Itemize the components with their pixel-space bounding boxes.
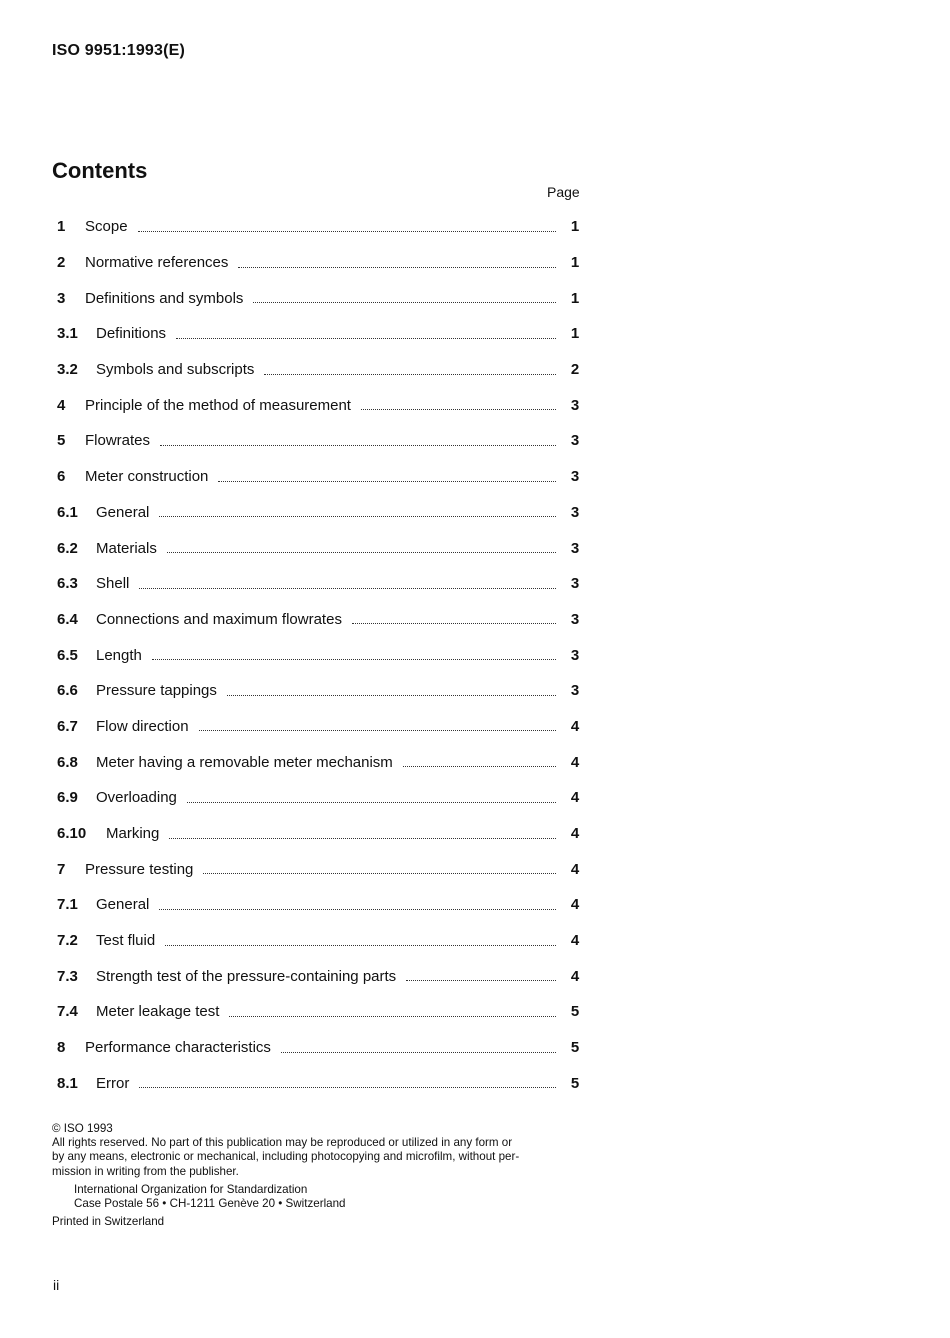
toc-dot-leader [403,765,556,767]
toc-entry-page: 3 [570,503,580,521]
toc-entry-number: 6.1 [57,503,78,521]
toc-entry-number: 7.2 [57,932,78,950]
toc-dot-leader [406,979,556,981]
toc-entry-page: 4 [570,753,580,771]
toc-entry-page: 2 [570,361,580,379]
toc-entry-page: 1 [570,218,580,236]
toc-entry[interactable] [57,602,582,638]
toc-dot-leader [218,480,556,482]
toc-entry[interactable] [57,530,582,566]
toc-entry-page: 4 [570,932,580,950]
toc-entry-page: 1 [570,289,580,307]
toc-dot-leader [169,837,556,839]
toc-entry-title: Principle of the method of measurement [85,396,351,414]
toc-entry-number: 7.1 [57,896,78,914]
toc-entry-title: Strength test of the pressure-containing parts [96,967,397,985]
toc-entry-page: 5 [570,1003,580,1021]
toc-entry-page: 3 [570,682,580,700]
toc-dot-leader [281,1051,556,1053]
toc-entry-number: 1 [57,218,66,236]
toc-entry-title: Pressure tappings [96,682,217,700]
toc-dot-leader [352,622,556,624]
toc-entry-title: Meter construction [85,468,209,486]
organization-name: International Organization for Standardization [74,1182,308,1196]
toc-entry-title: Overloading [96,789,177,807]
toc-dot-leader [152,658,556,660]
toc-entry[interactable] [57,994,582,1030]
toc-dot-leader [203,872,556,874]
toc-entry-number: 4 [57,396,66,414]
toc-entry-title: Definitions and symbols [85,289,244,307]
toc-entry[interactable] [57,709,582,745]
page-column-label: Page [547,184,580,200]
contents-title: Contents [52,158,148,183]
toc-entry-title: General [96,896,150,914]
toc-entry[interactable] [57,209,582,245]
toc-entry[interactable] [57,1030,582,1066]
toc-entry-title: Length [96,646,142,664]
toc-entry-title: Meter leakage test [96,1003,220,1021]
toc-dot-leader [138,230,556,232]
toc-entry-number: 7 [57,860,66,878]
toc-entry-number: 3.1 [57,325,78,343]
toc-entry[interactable] [57,816,582,852]
toc-entry-title: Normative references [85,254,229,272]
toc-entry[interactable] [57,923,582,959]
toc-entry-page: 5 [570,1039,580,1057]
toc-entry[interactable] [57,566,582,602]
toc-entry-number: 6.6 [57,682,78,700]
rights-line-3: mission in writing from the publisher. [52,1164,239,1178]
toc-entry[interactable] [57,495,582,531]
toc-entry-number: 8.1 [57,1074,78,1092]
toc-entry-title: Scope [85,218,128,236]
toc-entry-title: Flow direction [96,717,189,735]
toc-entry-number: 7.3 [57,967,78,985]
toc-entry-title: Connections and maximum flowrates [96,610,342,628]
toc-entry-number: 6.9 [57,789,78,807]
toc-entry[interactable] [57,744,582,780]
table-of-contents [57,209,582,1101]
toc-entry[interactable] [57,280,582,316]
toc-entry-page: 3 [570,396,580,414]
toc-entry-title: Materials [96,539,157,557]
toc-entry[interactable] [57,387,582,423]
toc-entry-title: Flowrates [85,432,151,450]
toc-entry[interactable] [57,1066,582,1102]
toc-dot-leader [159,908,556,910]
document-header: ISO 9951:1993(E) [52,42,186,59]
toc-entry[interactable] [57,887,582,923]
toc-entry-page: 4 [570,896,580,914]
toc-dot-leader [238,266,556,268]
toc-entry-title: Error [96,1074,130,1092]
toc-entry[interactable] [57,423,582,459]
toc-dot-leader [264,373,556,375]
toc-entry[interactable] [57,851,582,887]
toc-entry-title: Symbols and subscripts [96,361,255,379]
toc-entry[interactable] [57,459,582,495]
toc-entry-title: Definitions [96,325,167,343]
toc-entry-page: 3 [570,432,580,450]
toc-dot-leader [167,551,556,553]
toc-dot-leader [227,694,556,696]
toc-entry-title: Pressure testing [85,860,194,878]
toc-entry-number: 6.10 [57,825,87,843]
toc-entry[interactable] [57,245,582,281]
toc-entry-page: 3 [570,468,580,486]
toc-dot-leader [160,444,556,446]
toc-entry-page: 1 [570,325,580,343]
toc-entry-title: Performance characteristics [85,1039,271,1057]
toc-entry-page: 5 [570,1074,580,1092]
toc-entry[interactable] [57,316,582,352]
toc-dot-leader [139,1086,556,1088]
toc-entry-number: 5 [57,432,66,450]
toc-entry-title: Shell [96,575,130,593]
toc-dot-leader [229,1015,556,1017]
toc-entry[interactable] [57,780,582,816]
toc-entry-title: Marking [106,825,160,843]
toc-entry-title: Test fluid [96,932,156,950]
toc-entry-number: 7.4 [57,1003,78,1021]
toc-dot-leader [199,729,556,731]
toc-entry[interactable] [57,352,582,388]
rights-line-2: by any means, electronic or mechanical, including photocopying and microfilm, without per- [52,1150,520,1164]
toc-entry-page: 3 [570,575,580,593]
printed-in: Printed in Switzerland [52,1215,165,1229]
toc-dot-leader [176,337,556,339]
rights-line-1: All rights reserved. No part of this publication may be reproduced or utilized in any form or [52,1136,513,1150]
toc-entry-number: 6 [57,468,66,486]
toc-entry-number: 6.8 [57,753,78,771]
toc-entry-page: 3 [570,610,580,628]
toc-entry-page: 4 [570,860,580,878]
toc-entry-number: 6.2 [57,539,78,557]
toc-dot-leader [187,801,556,803]
toc-dot-leader [165,944,556,946]
toc-entry-page: 4 [570,789,580,807]
page-number: ii [53,1277,60,1293]
toc-dot-leader [139,587,556,589]
toc-dot-leader [159,515,556,517]
toc-entry-number: 3.2 [57,361,78,379]
toc-dot-leader [253,301,556,303]
toc-entry[interactable] [57,637,582,673]
toc-entry[interactable] [57,673,582,709]
toc-entry-page: 1 [570,254,580,272]
toc-entry-number: 3 [57,289,66,307]
copyright-block [52,1122,582,1229]
toc-entry-number: 6.3 [57,575,78,593]
copyright-notice: © ISO 1993 [52,1122,113,1135]
toc-entry-title: Meter having a removable meter mechanism [96,753,393,771]
toc-entry-page: 4 [570,967,580,985]
toc-entry-number: 6.4 [57,610,78,628]
toc-entry-page: 4 [570,717,580,735]
toc-entry[interactable] [57,958,582,994]
toc-dot-leader [361,408,556,410]
toc-entry-number: 6.7 [57,717,78,735]
toc-entry-page: 3 [570,539,580,557]
toc-entry-number: 2 [57,254,66,272]
toc-entry-page: 3 [570,646,580,664]
toc-entry-number: 6.5 [57,646,78,664]
organization-address: Case Postale 56 • CH-1211 Genève 20 • Switzerland [74,1197,346,1211]
toc-entry-page: 4 [570,825,580,843]
toc-entry-title: General [96,503,150,521]
toc-entry-number: 8 [57,1039,66,1057]
